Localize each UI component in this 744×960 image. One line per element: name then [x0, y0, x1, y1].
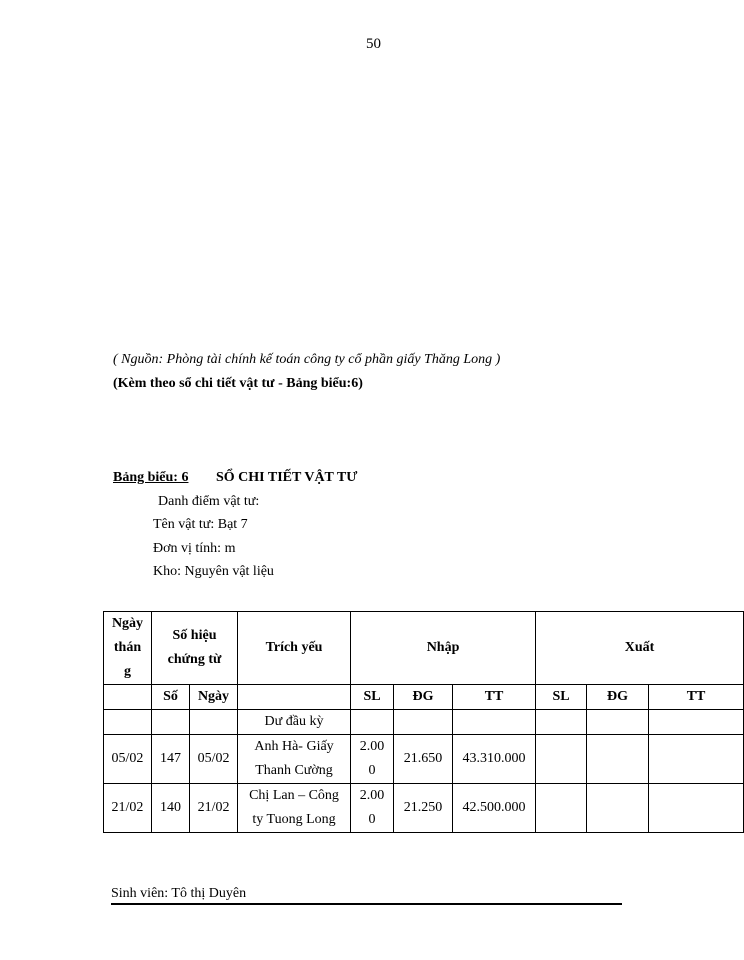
- source-note: ( Nguồn: Phòng tài chính kế toán công ty cổ phần giấy Thăng Long ): [113, 352, 501, 367]
- material-code: Danh điểm vật tư:: [158, 494, 260, 509]
- row-in-price: 21.250: [394, 784, 453, 833]
- subheader-empty: [238, 685, 351, 710]
- subheader-out-price: ĐG: [587, 685, 649, 710]
- material-unit: Đơn vị tính: m: [153, 541, 236, 556]
- table-header-row: [104, 612, 744, 685]
- header-export: Xuất: [536, 612, 744, 685]
- table-row: [104, 735, 744, 784]
- row-out-total: [649, 784, 744, 833]
- header-document: Số hiệu chứng từ: [152, 612, 238, 685]
- row-description: Chị Lan – Công ty Tuong Long: [238, 784, 351, 833]
- row-date: 05/02: [104, 735, 152, 784]
- page-number: 50: [366, 36, 381, 52]
- subheader-out-qty: SL: [536, 685, 587, 710]
- row-out-price: [587, 735, 649, 784]
- subheader-in-total: TT: [453, 685, 536, 710]
- table-subheader-row: [104, 685, 744, 710]
- row-out-total: [649, 735, 744, 784]
- header-date: Ngày thán g: [104, 612, 152, 685]
- caption-label: Bảng biểu: 6: [113, 470, 189, 485]
- row-in-total: 42.500.000: [453, 784, 536, 833]
- caption-title: SỔ CHI TIẾT VẬT TƯ: [216, 470, 358, 485]
- row-description: Anh Hà- Giấy Thanh Cường: [238, 735, 351, 784]
- row-doc-no: 140: [152, 784, 190, 833]
- row-in-total: 43.310.000: [453, 735, 536, 784]
- row-out-price: [587, 784, 649, 833]
- opening-balance-row: [104, 710, 744, 735]
- table-caption: [113, 470, 358, 486]
- table-row: [104, 784, 744, 833]
- material-ledger-table: [103, 611, 744, 833]
- row-in-qty: 2.00 0: [351, 735, 394, 784]
- header-description: Trích yếu: [238, 612, 351, 685]
- attached-note: (Kèm theo sổ chi tiết vật tư - Bảng biểu:6): [113, 376, 363, 391]
- material-name: Tên vật tư: Bạt 7: [153, 517, 248, 532]
- student-footer: Sinh viên: Tô thị Duyên: [111, 886, 622, 905]
- subheader-out-total: TT: [649, 685, 744, 710]
- subheader-doc-no: Số: [152, 685, 190, 710]
- row-date: 21/02: [104, 784, 152, 833]
- row-doc-no: 147: [152, 735, 190, 784]
- subheader-doc-date: Ngày: [190, 685, 238, 710]
- material-warehouse: Kho: Nguyên vật liệu: [153, 564, 274, 579]
- row-in-qty: 2.00 0: [351, 784, 394, 833]
- row-in-price: 21.650: [394, 735, 453, 784]
- subheader-empty: [104, 685, 152, 710]
- subheader-in-price: ĐG: [394, 685, 453, 710]
- subheader-in-qty: SL: [351, 685, 394, 710]
- header-import: Nhập: [351, 612, 536, 685]
- row-out-qty: [536, 784, 587, 833]
- row-doc-date: 05/02: [190, 735, 238, 784]
- opening-balance-label: Dư đầu kỳ: [238, 710, 351, 735]
- row-doc-date: 21/02: [190, 784, 238, 833]
- row-out-qty: [536, 735, 587, 784]
